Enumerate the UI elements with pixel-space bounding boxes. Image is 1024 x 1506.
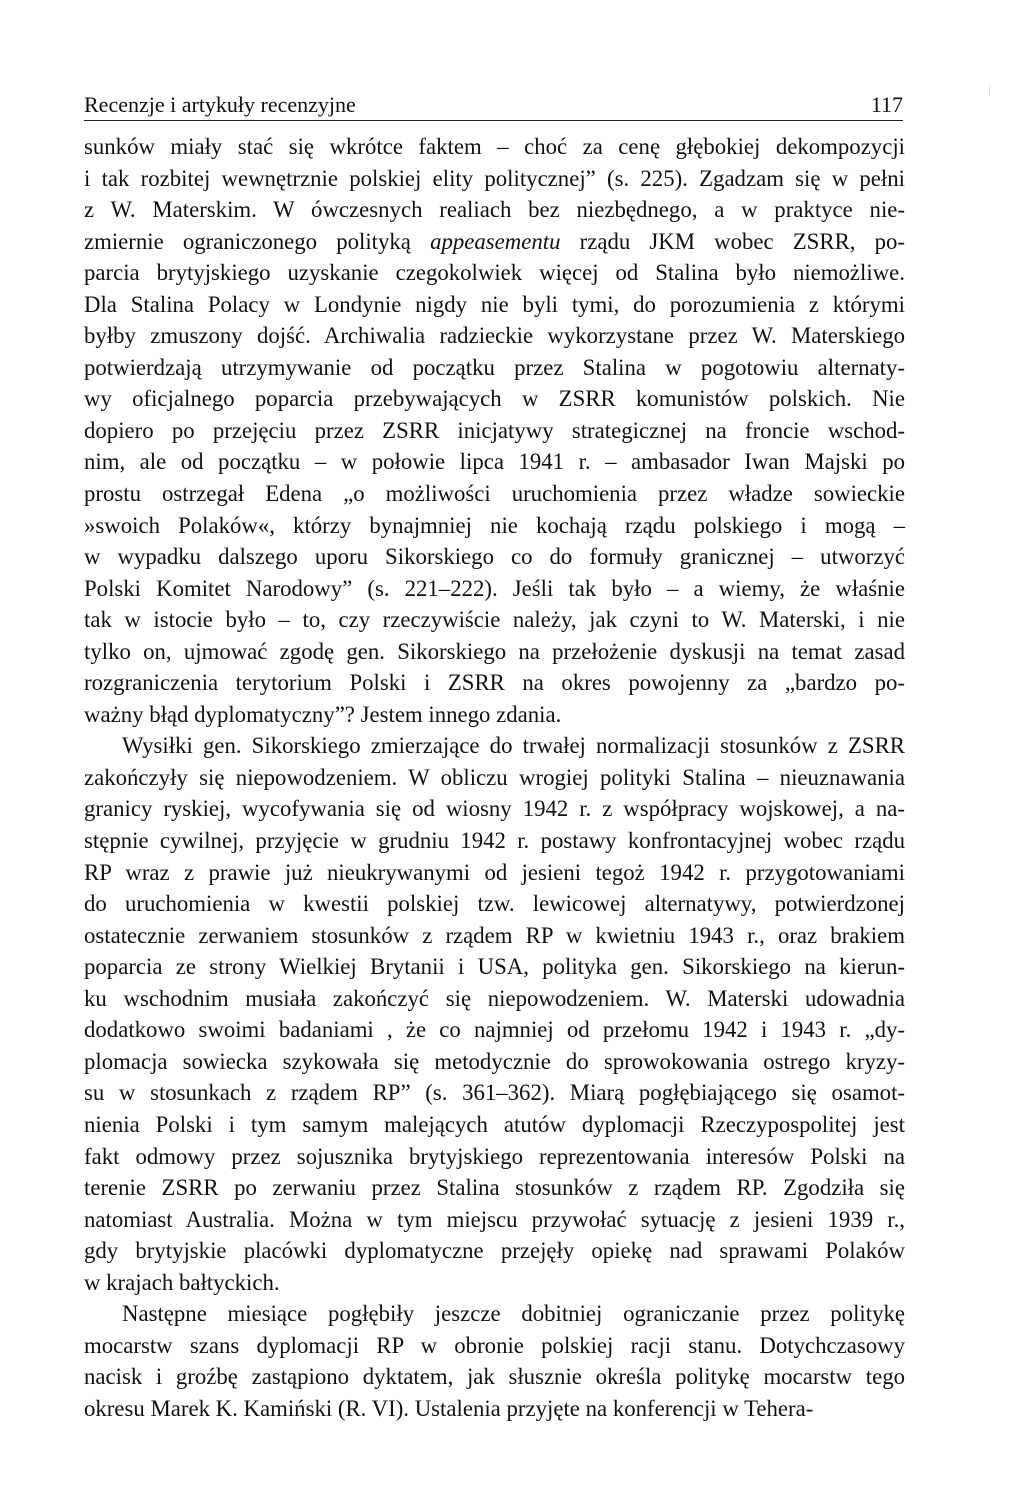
page-number: 117	[870, 92, 903, 117]
text-line: rozgraniczenia terytorium Polski i ZSRR na okres powojenny za „bardzo po-	[84, 670, 905, 696]
text-line: Polski Komitet Narodowy” (s. 221–222). Jeśli tak było – a wiemy, że właśnie	[84, 575, 905, 601]
text-line: fakt odmowy przez sojusznika brytyjskiego reprezentowania interesów Polski na	[84, 1143, 905, 1169]
paragraph	[84, 730, 905, 1298]
text-line: stępnie cywilnej, przyjęcie w grudniu 1942 r. postawy konfrontacyjnej wobec rządu	[84, 828, 905, 854]
text-line: potwierdzają utrzymywanie od początku przez Stalina w pogotowiu alternaty-	[84, 354, 905, 380]
text-line: dodatkowo swoimi badaniami , że co najmniej od przełomu 1942 i 1943 r. „dy-	[84, 1017, 905, 1043]
text-line: okresu Marek K. Kamiński (R. VI). Ustalenia przyjęte na konferencji w Tehera-	[84, 1395, 814, 1421]
italic-term: appeasementu	[430, 228, 561, 254]
text-line: RP wraz z prawie już nieukrywanymi od jesieni tegoż 1942 r. przygotowaniami	[84, 859, 905, 885]
text-line: dopiero po przejęciu przez ZSRR inicjatywy strategicznej na froncie wschod-	[84, 417, 905, 443]
text-line: byłby zmuszony dojść. Archiwalia radzieckie wykorzystane przez W. Materskiego	[84, 323, 905, 349]
running-header	[84, 88, 903, 121]
text-line: Następne miesiące pogłębiły jeszcze dobitniej ograniczanie przez politykę	[122, 1301, 905, 1327]
text-line: z W. Materskim. W ówczesnych realiach bez niezbędnego, a w praktyce nie-	[84, 197, 905, 223]
text-line: »swoich Polaków«, którzy bynajmniej nie kochają rządu polskiego i mogą –	[84, 512, 905, 538]
text-line: natomiast Australia. Można w tym miejscu przywołać sytuację z jesieni 1939 r.,	[84, 1206, 905, 1232]
text-line: do uruchomienia w kwestii polskiej tzw. lewicowej alternatywy, potwierdzonej	[84, 891, 905, 917]
text-line: tylko on, ujmować zgodę gen. Sikorskiego na przełożenie dyskusji na temat zasad	[84, 638, 905, 664]
text-line: terenie ZSRR po zerwaniu przez Stalina stosunków z rządem RP. Zgodziła się	[84, 1175, 905, 1201]
text-line: zmiernie ograniczonego polityką appeasementu rządu JKM wobec ZSRR, po-	[84, 228, 905, 254]
body-text	[84, 131, 905, 1424]
text-line: mocarstw szans dyplomacji RP w obronie polskiej racji stanu. Dotychczasowy	[84, 1332, 905, 1358]
scan-mark	[989, 86, 990, 96]
text-line: su w stosunkach z rządem RP” (s. 361–362). Miarą pogłębiającego się osamot-	[84, 1080, 905, 1106]
text-line: granicy ryskiej, wycofywania się od wiosny 1942 r. z współpracy wojskowej, a na-	[84, 796, 905, 822]
text-line: Dla Stalina Polacy w Londynie nigdy nie byli tymi, do porozumienia z którymi	[84, 291, 905, 317]
text-line: w krajach bałtyckich.	[84, 1269, 280, 1295]
text-line: Wysiłki gen. Sikorskiego zmierzające do trwałej normalizacji stosunków z ZSRR	[122, 733, 905, 759]
paragraph	[84, 1298, 905, 1424]
text-line: ostatecznie zerwaniem stosunków z rządem RP w kwietniu 1943 r., oraz brakiem	[84, 922, 905, 948]
section-title: Recenzje i artykuły recenzyjne	[84, 92, 356, 117]
text-line: gdy brytyjskie placówki dyplomatyczne przejęły opiekę nad sprawami Polaków	[84, 1238, 905, 1264]
text-line: ku wschodnim musiała zakończyć się niepowodzeniem. W. Materski udowadnia	[84, 985, 905, 1011]
text-line: ważny błąd dyplomatyczny”? Jestem innego zdania.	[84, 701, 562, 727]
text-line: nim, ale od początku – w połowie lipca 1941 r. – ambasador Iwan Majski po	[84, 449, 905, 475]
text-line: nacisk i groźbę zastąpiono dyktatem, jak słusznie określa politykę mocarstw tego	[84, 1364, 905, 1390]
text-line: nienia Polski i tym samym malejących atutów dyplomacji Rzeczypospolitej jest	[84, 1111, 905, 1137]
paragraph	[84, 131, 905, 730]
text-line: wy oficjalnego poparcia przebywających w ZSRR komunistów polskich. Nie	[84, 386, 905, 412]
text-line: zakończyły się niepowodzeniem. W obliczu wrogiej polityki Stalina – nieuznawania	[84, 764, 905, 790]
text-line: tak w istocie było – to, czy rzeczywiście należy, jak czyni to W. Materski, i nie	[84, 607, 905, 633]
text-line: sunków miały stać się wkrótce faktem – choć za cenę głębokiej dekompozycji	[84, 134, 905, 159]
text-line: prostu ostrzegał Edena „o możliwości uruchomienia przez władze sowieckie	[84, 481, 905, 507]
text-line: parcia brytyjskiego uzyskanie czegokolwiek więcej od Stalina było niemożliwe.	[84, 260, 905, 286]
text-line: i tak rozbitej wewnętrznie polskiej elity politycznej” (s. 225). Zgadzam się w pełni	[84, 165, 905, 191]
text-line: plomacja sowiecka szykowała się metodycznie do sprowokowania ostrego kryzy-	[84, 1048, 905, 1074]
text-line: poparcia ze strony Wielkiej Brytanii i USA, polityka gen. Sikorskiego na kierun-	[84, 954, 905, 980]
text-line: w wypadku dalszego uporu Sikorskiego co do formuły granicznej – utworzyć	[84, 544, 905, 570]
